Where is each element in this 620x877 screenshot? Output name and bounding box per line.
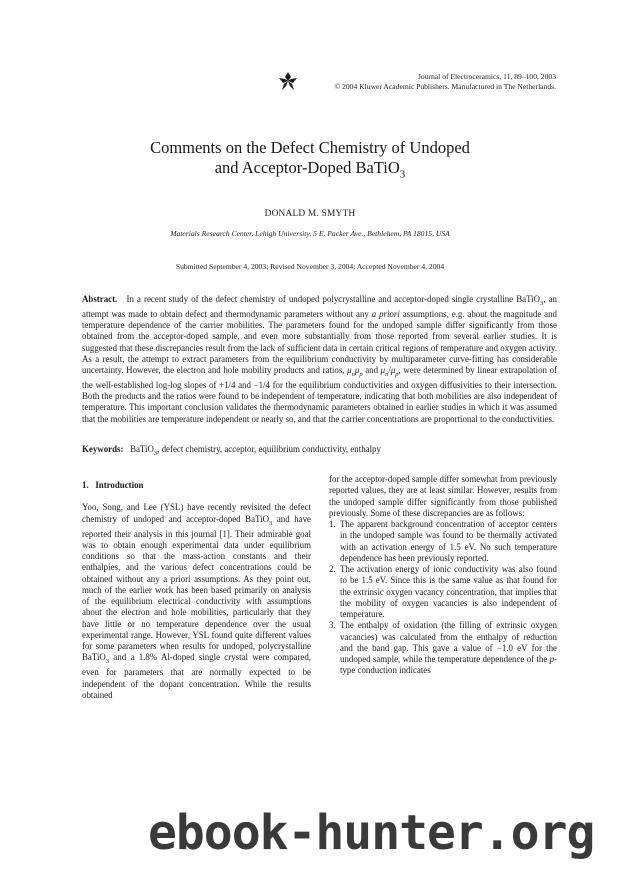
paper-title — [0, 138, 620, 184]
list-item: 1. The apparent background concentration of acceptor centers in the undoped sample was found to be thermally activated with an activation energy of 1.5 eV. No such temperature dependence has been previously reported. — [329, 519, 557, 563]
abstract: Abstract. In a recent study of the defect chemistry of undoped polycrystalline and acceptor-doped single crystalline BaTiO$_3$, an attempt was made to obtain defect and thermodynamic parameters without any a priori assumptions, e.g. about the magnitude and temperature dependence of the carrier mobilities. The parameters found for the undoped sample differ significantly from those obtained from the acceptor-doped sample, and even more substantially from those reported from several earlier studies. It is suggested that these discrepancies result from the lack of sufficient data in certain critical regions of temperature and oxygen activity. As a result, the attempt to extract parameters from the equilibrium conductivity by multiparameter curve-fitting has considerable uncertainty. However, the electron and hole mobility products and ratios, $\mu_n\mu_p$ and $\mu_n/\mu_p$, were determined by linear extrapolation of the well-established log-log slopes of +1/4 and −1/4 for the equilibrium conductivities and oxygen diffusivities to their intersection. Both the products and the ratios were found to be independent of temperature, indicating that both mobilities are also independent of temperature. This important conclusion validates the thermodynamic parameters obtained in earlier studies in which it was assumed that the mobilities are temperature independent or nearly so, and that the carrier concentrations are proportional to the conductivities. — [82, 294, 557, 424]
keywords: Keywords: BaTiO$_3$, defect chemistry, acceptor, equilibrium conductivity, enthalpy — [82, 444, 381, 457]
submission-dates: Submitted September 4, 2003; Revised November 3, 2004; Accepted November 4, 2004 — [175, 262, 445, 271]
publisher-logo-icon — [277, 70, 299, 92]
author-affiliation: Materials Research Center, Lehigh University, 5 E. Packer Ave., Bethlehem, PA 18015, USA — [170, 229, 450, 238]
discrepancy-list — [329, 519, 557, 677]
copyright-line: © 2004 Kluwer Academic Publishers. Manufactured in The Netherlands. — [334, 82, 556, 91]
introduction-paragraph: Yoo, Song, and Lee (YSL) have recently revisited the defect chemistry of undoped and acceptor-doped BaTiO$_3$ and have reported their analysis in this journal [1]. Their admirable goal was to obtain enough experimental data under equilibrium conditions so that the mass-action constants and their enthalpies, and the various defect concentrations could be obtained without any a priori assumptions. As they point out, much of the earlier work has been based primarily on analysis of the equilibrium electrical conductivity with assumptions about the electron and hole mobilities, particularly that they have little or no temperature dependence over the usual experimental range. However, YSL found quite different values for some parameters when results for undoped, polycrystalline BaTiO$_3$ and a 1.8% Al-doped single crystal were compared, even for parameters that are normally expected to be independent of the dopant concentration. While the results obtained — [82, 502, 311, 700]
left-column — [82, 480, 311, 701]
title-line-1: Comments on the Defect Chemistry of Undoped — [150, 138, 470, 157]
list-item: 2. The activation energy of ionic conductivity was also found to be 1.5 eV. Since this is the same value as that found for the extrinsic oxygen vacancy concentration, that implies that the mobility of oxygen vacancies is also independent of temperature. — [329, 564, 557, 619]
title-line-2: and Acceptor-Doped BaTiO$_3$ — [214, 158, 406, 181]
author-name: DONALD M. SMYTH — [264, 209, 356, 219]
list-item: 3. The enthalpy of oxidation (the filling of extrinsic oxygen vacancies) was calculated from the enthalpy of reduction and the band gap. This gave a value of −1.0 eV for the undoped sample, while the temperature dependence of the p-type conduction indicates — [329, 620, 557, 676]
section-heading-introduction: 1. Introduction — [82, 480, 144, 490]
journal-header — [306, 72, 556, 92]
abstract-label: Abstract. — [82, 294, 118, 304]
journal-citation: Journal of Electroceramics, 11, 89–100, 2003 — [417, 72, 556, 81]
right-intro-paragraph: for the acceptor-doped sample differ somewhat from previously reported values, they are at least similar. However, results from the undoped sample differ significantly from those published previously. Some of these discrepancies are as follows: — [329, 474, 557, 518]
right-column — [329, 474, 557, 677]
watermark-text: ebook-hunter.org — [148, 805, 595, 861]
keywords-label: Keywords: — [82, 444, 124, 454]
